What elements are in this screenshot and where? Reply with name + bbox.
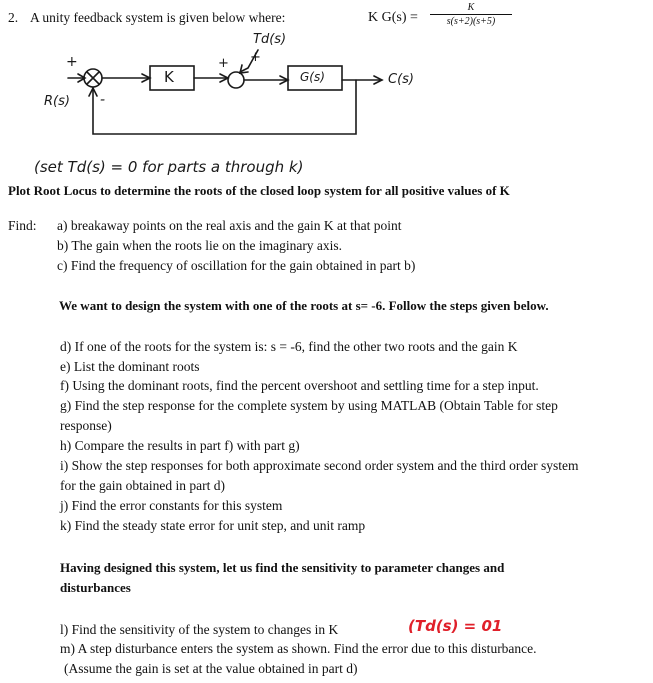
find-item-b: b) The gain when the roots lie on the imaginary axis. xyxy=(57,238,343,253)
design-item-i-cont: for the gain obtained in part d) xyxy=(60,478,225,493)
tf-numerator: K xyxy=(430,2,512,15)
plus-sign-sum2-top: + xyxy=(250,50,261,65)
sensitivity-heading-cont: disturbances xyxy=(60,580,131,595)
design-item-k: k) Find the steady state error for unit step, and unit ramp xyxy=(60,518,366,533)
input-label: R(s) xyxy=(44,94,70,109)
final-item-m-cont: (Assume the gain is set at the value obtained in part d) xyxy=(64,661,358,676)
problem-number: 2. xyxy=(8,10,19,25)
tf-denominator: s(s+2)(s+5) xyxy=(446,16,496,27)
design-item-d: d) If one of the roots for the system is: s = -6, find the other two roots and the gain K xyxy=(60,339,518,354)
design-item-f: f) Using the dominant roots, find the percent overshoot and settling time for a step input. xyxy=(60,378,539,393)
td-label: Td(s) xyxy=(253,32,287,47)
final-item-m: m) A step disturbance enters the system as shown. Find the error due to this disturbance. xyxy=(60,641,537,656)
plus-sign-sum2-left: + xyxy=(218,56,229,71)
design-item-h: h) Compare the results in part f) with part g) xyxy=(60,438,300,453)
k-block-label: K xyxy=(164,68,174,86)
minus-sign: - xyxy=(100,92,106,108)
design-item-g-cont: response) xyxy=(60,418,112,433)
kgs-label: K G(s) = xyxy=(368,10,418,25)
sensitivity-heading: Having designed this system, let us find the sensitivity to parameter changes and xyxy=(60,560,505,575)
find-label: Find: xyxy=(8,218,37,233)
design-item-i: i) Show the step responses for both approximate second order system and the third order system xyxy=(60,458,579,473)
design-heading: We want to design the system with one of the roots at s= -6. Follow the steps given below. xyxy=(59,298,549,313)
final-item-l: l) Find the sensitivity of the system to changes in K xyxy=(60,622,339,637)
find-item-c: c) Find the frequency of oscillation for the gain obtained in part b) xyxy=(57,258,416,273)
problem-intro: A unity feedback system is given below where: xyxy=(30,10,286,25)
handwritten-note: (set Td(s) = 0 for parts a through k) xyxy=(34,158,304,176)
design-item-j: j) Find the error constants for this system xyxy=(60,498,283,513)
g-block-label: G(s) xyxy=(300,70,325,84)
summing-junction-2 xyxy=(228,72,244,88)
find-item-a: a) breakaway points on the real axis and the gain K at that point xyxy=(57,218,402,233)
design-item-g: g) Find the step response for the complete system by using MATLAB (Obtain Table for step xyxy=(60,398,558,413)
plot-instruction: Plot Root Locus to determine the roots of the closed loop system for all positive values of K xyxy=(8,183,510,198)
output-label: C(s) xyxy=(388,72,414,87)
design-item-e: e) List the dominant roots xyxy=(60,359,200,374)
plus-sign-left: + xyxy=(66,54,78,70)
red-disturbance-note: (Td(s) = 01 xyxy=(408,617,503,635)
